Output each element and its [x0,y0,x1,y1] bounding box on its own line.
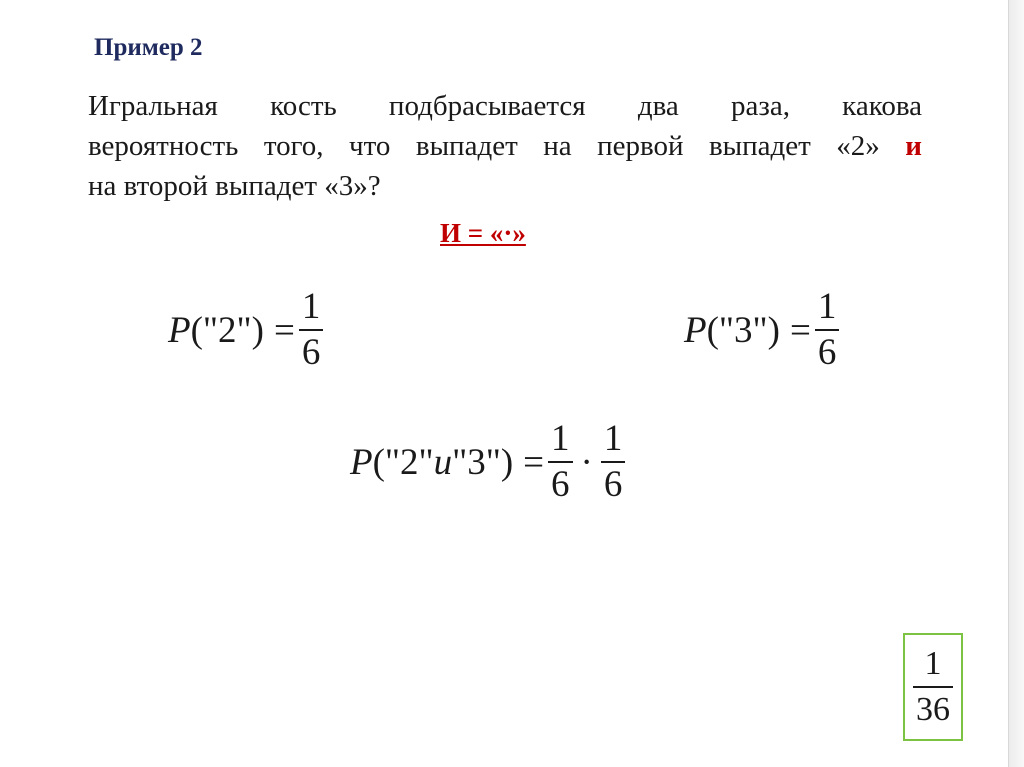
prob-symbol: P [684,309,707,351]
equals-sign: = [523,441,545,483]
denominator: 6 [301,332,321,373]
formula-p2-and-p3 [350,417,629,507]
problem-line-1: Игральная кость подбрасывается два раза, какова [88,90,922,122]
numerator: 1 [301,286,321,327]
equals-sign: = [273,309,295,351]
equals-sign: = [789,309,811,351]
numerator: 1 [603,418,623,459]
denominator: 6 [603,464,623,505]
and-rule: И = «·» [440,218,526,248]
prob-argument-open: ("2" [372,441,434,483]
fraction [299,285,324,375]
formula-p3 [684,285,843,375]
slide-title: Пример 2 [94,34,203,61]
denominator: 6 [551,464,570,505]
numerator: 1 [924,645,942,682]
and-highlight: и [905,130,923,162]
denominator: 6 [817,332,837,373]
numerator: 1 [817,286,837,327]
prob-symbol: P [350,441,373,483]
fraction [815,285,840,375]
problem-line-2 [88,126,922,166]
prob-argument: ("2") [190,309,264,351]
problem-text [88,86,922,206]
conjunction: и [433,441,453,483]
multiply-dot: · [580,441,593,483]
prob-argument: ("3") [706,309,780,351]
answer-fraction [913,642,953,732]
denominator: 36 [916,691,950,728]
prob-symbol: P [168,309,191,351]
fraction-second [601,417,626,507]
answer-box [903,633,963,741]
problem-line-2-text: вероятность того, что выпадет на первой выпадет «2» [88,130,880,162]
formula-p2 [168,285,327,375]
fraction-first [548,417,573,507]
problem-line-3: на второй выпадет «3»? [88,170,381,202]
slide-edge [1008,0,1024,767]
numerator: 1 [551,418,570,459]
prob-argument-close: "3") [452,441,514,483]
